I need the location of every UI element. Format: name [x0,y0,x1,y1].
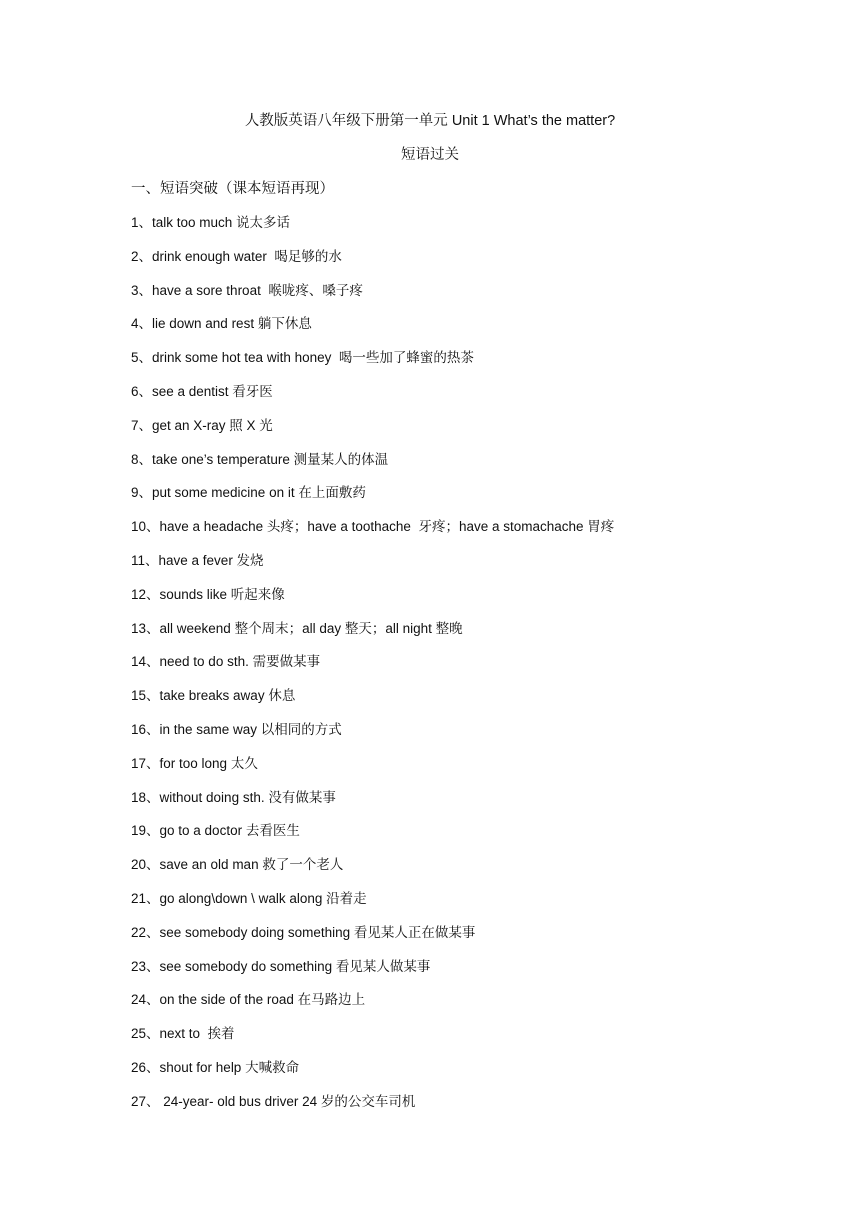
phrase-item-3: 3、have a sore throat 喉咙疼、嗓子疼 [131,282,363,298]
phrase-item-9: 9、put some medicine on it 在上面敷药 [131,485,366,501]
section-heading: 一、短语突破（课本短语再现） [131,181,334,197]
phrase-item-14: 14、need to do sth. 需要做某事 [131,654,321,670]
phrase-item-5: 5、drink some hot tea with honey 喝一些加了蜂蜜的热茶 [131,350,474,366]
phrase-item-24: 24、on the side of the road 在马路边上 [131,992,366,1008]
phrase-item-2: 2、drink enough water 喝足够的水 [131,248,342,264]
phrase-item-19: 19、go to a doctor 去看医生 [131,823,300,839]
phrase-list [131,213,751,1126]
phrase-item-7: 7、get an X-ray 照 X 光 [131,417,273,433]
phrase-item-26: 26、shout for help 大喊救命 [131,1059,300,1075]
phrase-item-22: 22、see somebody doing something 看见某人正在做某事 [131,924,476,940]
phrase-item-1: 1、talk too much 说太多话 [131,215,291,230]
phrase-item-10: 10、have a headache 头疼；have a toothache 牙疼；have a stomachache 胃疼 [131,519,615,535]
phrase-item-11: 11、have a fever 发烧 [131,552,264,568]
phrase-item-6: 6、see a dentist 看牙医 [131,383,273,399]
phrase-item-12: 12、sounds like 听起来像 [131,586,285,602]
phrase-item-8: 8、take one’s temperature 测量某人的体温 [131,451,389,467]
document-title: 人教版英语八年级下册第一单元 Unit 1 What’s the matter? [244,113,616,129]
phrase-item-18: 18、without doing sth. 没有做某事 [131,789,336,805]
phrase-item-4: 4、lie down and rest 躺下休息 [131,316,312,332]
phrase-item-17: 17、for too long 太久 [131,755,258,771]
document-subtitle: 短语过关 [401,147,459,163]
phrase-item-20: 20、save an old man 救了一个老人 [131,857,344,873]
phrase-item-15: 15、take breaks away 休息 [131,688,296,704]
phrase-item-21: 21、go along\down \ walk along 沿着走 [131,890,367,906]
phrase-item-23: 23、see somebody do something 看见某人做某事 [131,958,431,974]
phrase-item-13: 13、all weekend 整个周末；all day 整天；all night 整晚 [131,620,463,636]
phrase-item-27: 27、 24-year- old bus driver 24 岁的公交车司机 [131,1093,416,1109]
phrase-item-25: 25、next to 挨着 [131,1026,235,1042]
phrase-item-16: 16、in the same way 以相同的方式 [131,721,342,737]
